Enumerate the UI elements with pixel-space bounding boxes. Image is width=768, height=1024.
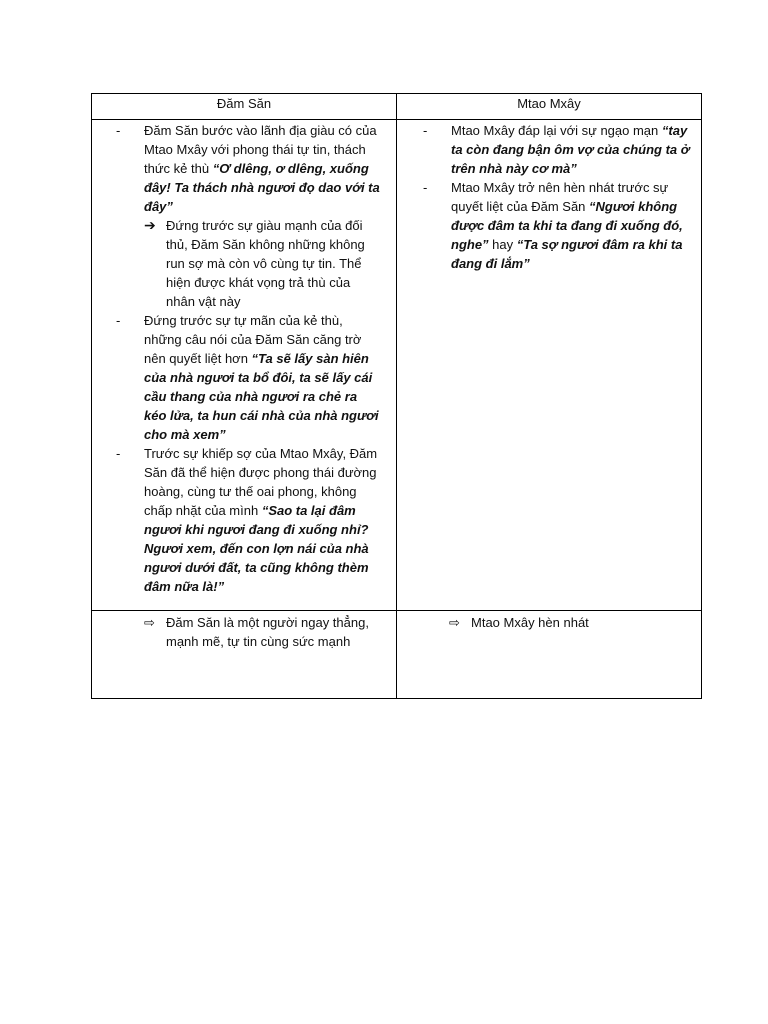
item-quote: “Ta sợ ngươi đâm ra khi ta đang đi lắm” bbox=[451, 237, 683, 271]
hollow-arrow-icon: ⇨ bbox=[144, 615, 155, 630]
dam-san-conclusion-cell bbox=[92, 611, 397, 699]
dash-bullet: - bbox=[423, 123, 428, 138]
sub-item-text: Đứng trước sự giàu mạnh của đối thủ, Đăm Săn không những không run sợ mà còn vô cùng tự tin. Thể hiện được khát vọng trả thù của nhân vật này bbox=[166, 218, 365, 309]
header-row bbox=[92, 94, 702, 120]
item-text: Đứng trước sự tự mãn của kẻ thù, những câu nói của Đăm Săn căng trờ nên quyết liệt hơn bbox=[144, 313, 362, 366]
list-item bbox=[116, 444, 382, 596]
list-item-text bbox=[144, 311, 382, 444]
list-item bbox=[423, 178, 691, 273]
hollow-arrow-icon: ⇨ bbox=[449, 615, 460, 630]
conclusion-text: Mtao Mxây hèn nhát bbox=[471, 615, 589, 630]
list-item-text bbox=[144, 444, 382, 596]
item-text: Trước sự khiếp sợ của Mtao Mxây, Đăm Săn đã thể hiện được phong thái đường hoàng, cùng tư thế oai phong, không chấp nhặt của mình bbox=[144, 446, 378, 518]
dash-bullet: - bbox=[116, 446, 121, 461]
list-item-text bbox=[451, 178, 691, 273]
conclusion-item bbox=[144, 613, 396, 651]
conclusion-row bbox=[92, 611, 702, 699]
item-quote: “Ơ dlêng, ơ dlêng, xuống đây! Ta thách nhà ngươi đọ dao với ta đây” bbox=[144, 161, 380, 214]
item-quote: “Ngươi không được đâm ta khi ta đang đi xuống đó, nghe” bbox=[451, 199, 683, 252]
item-quote: “Ta sẽ lấy sàn hiên của nhà ngươi ta bổ đôi, ta sẽ lấy cái cầu thang của nhà ngươi ra chẻ ra kéo lửa, ta hun cái nhà của nhà ngươi cho mà xem” bbox=[144, 351, 379, 442]
list-item bbox=[116, 311, 382, 444]
content-row bbox=[92, 120, 702, 611]
item-text: Đăm Săn bước vào lãnh địa giàu có của Mtao Mxây với phong thái tự tin, thách thức kẻ thù bbox=[144, 123, 377, 176]
item-text: Mtao Mxây trở nên hèn nhát trước sự quyết liệt của Đăm Săn bbox=[451, 180, 669, 214]
arrow-icon: ➔ bbox=[144, 217, 156, 233]
dash-bullet: - bbox=[116, 123, 121, 138]
list-item-text bbox=[451, 121, 691, 178]
dam-san-details-cell bbox=[92, 120, 397, 611]
dash-bullet: - bbox=[116, 313, 121, 328]
dash-bullet: - bbox=[423, 180, 428, 195]
item-quote: “tay ta còn đang bận ôm vợ của chúng ta ở trên nhà này cơ mà” bbox=[451, 123, 690, 176]
conclusion-text: Đăm Săn là một người ngay thẳng, mạnh mẽ, tự tin cùng sức mạnh bbox=[166, 615, 369, 649]
item-quote: “Sao ta lại đâm ngươi khi ngươi đang đi xuống nhỉ? Ngươi xem, đến con lợn nái của nhà ngươi dưới đất, ta cũng không thèm đâm nữa là!” bbox=[144, 503, 369, 594]
mtao-mxay-details-cell bbox=[397, 120, 702, 611]
list-item-text bbox=[144, 121, 382, 216]
column-header-dam-san: Đăm Săn bbox=[92, 94, 397, 120]
list-item bbox=[423, 121, 691, 178]
comparison-table bbox=[91, 93, 702, 699]
mtao-mxay-conclusion-cell bbox=[397, 611, 702, 699]
item-connector: hay bbox=[488, 237, 517, 252]
sub-item bbox=[144, 216, 382, 311]
column-header-mtao-mxay: Mtao Mxây bbox=[397, 94, 702, 120]
item-text: Mtao Mxây đáp lại với sự ngạo mạn bbox=[451, 123, 662, 138]
list-item bbox=[116, 121, 382, 216]
conclusion-item bbox=[449, 613, 701, 632]
